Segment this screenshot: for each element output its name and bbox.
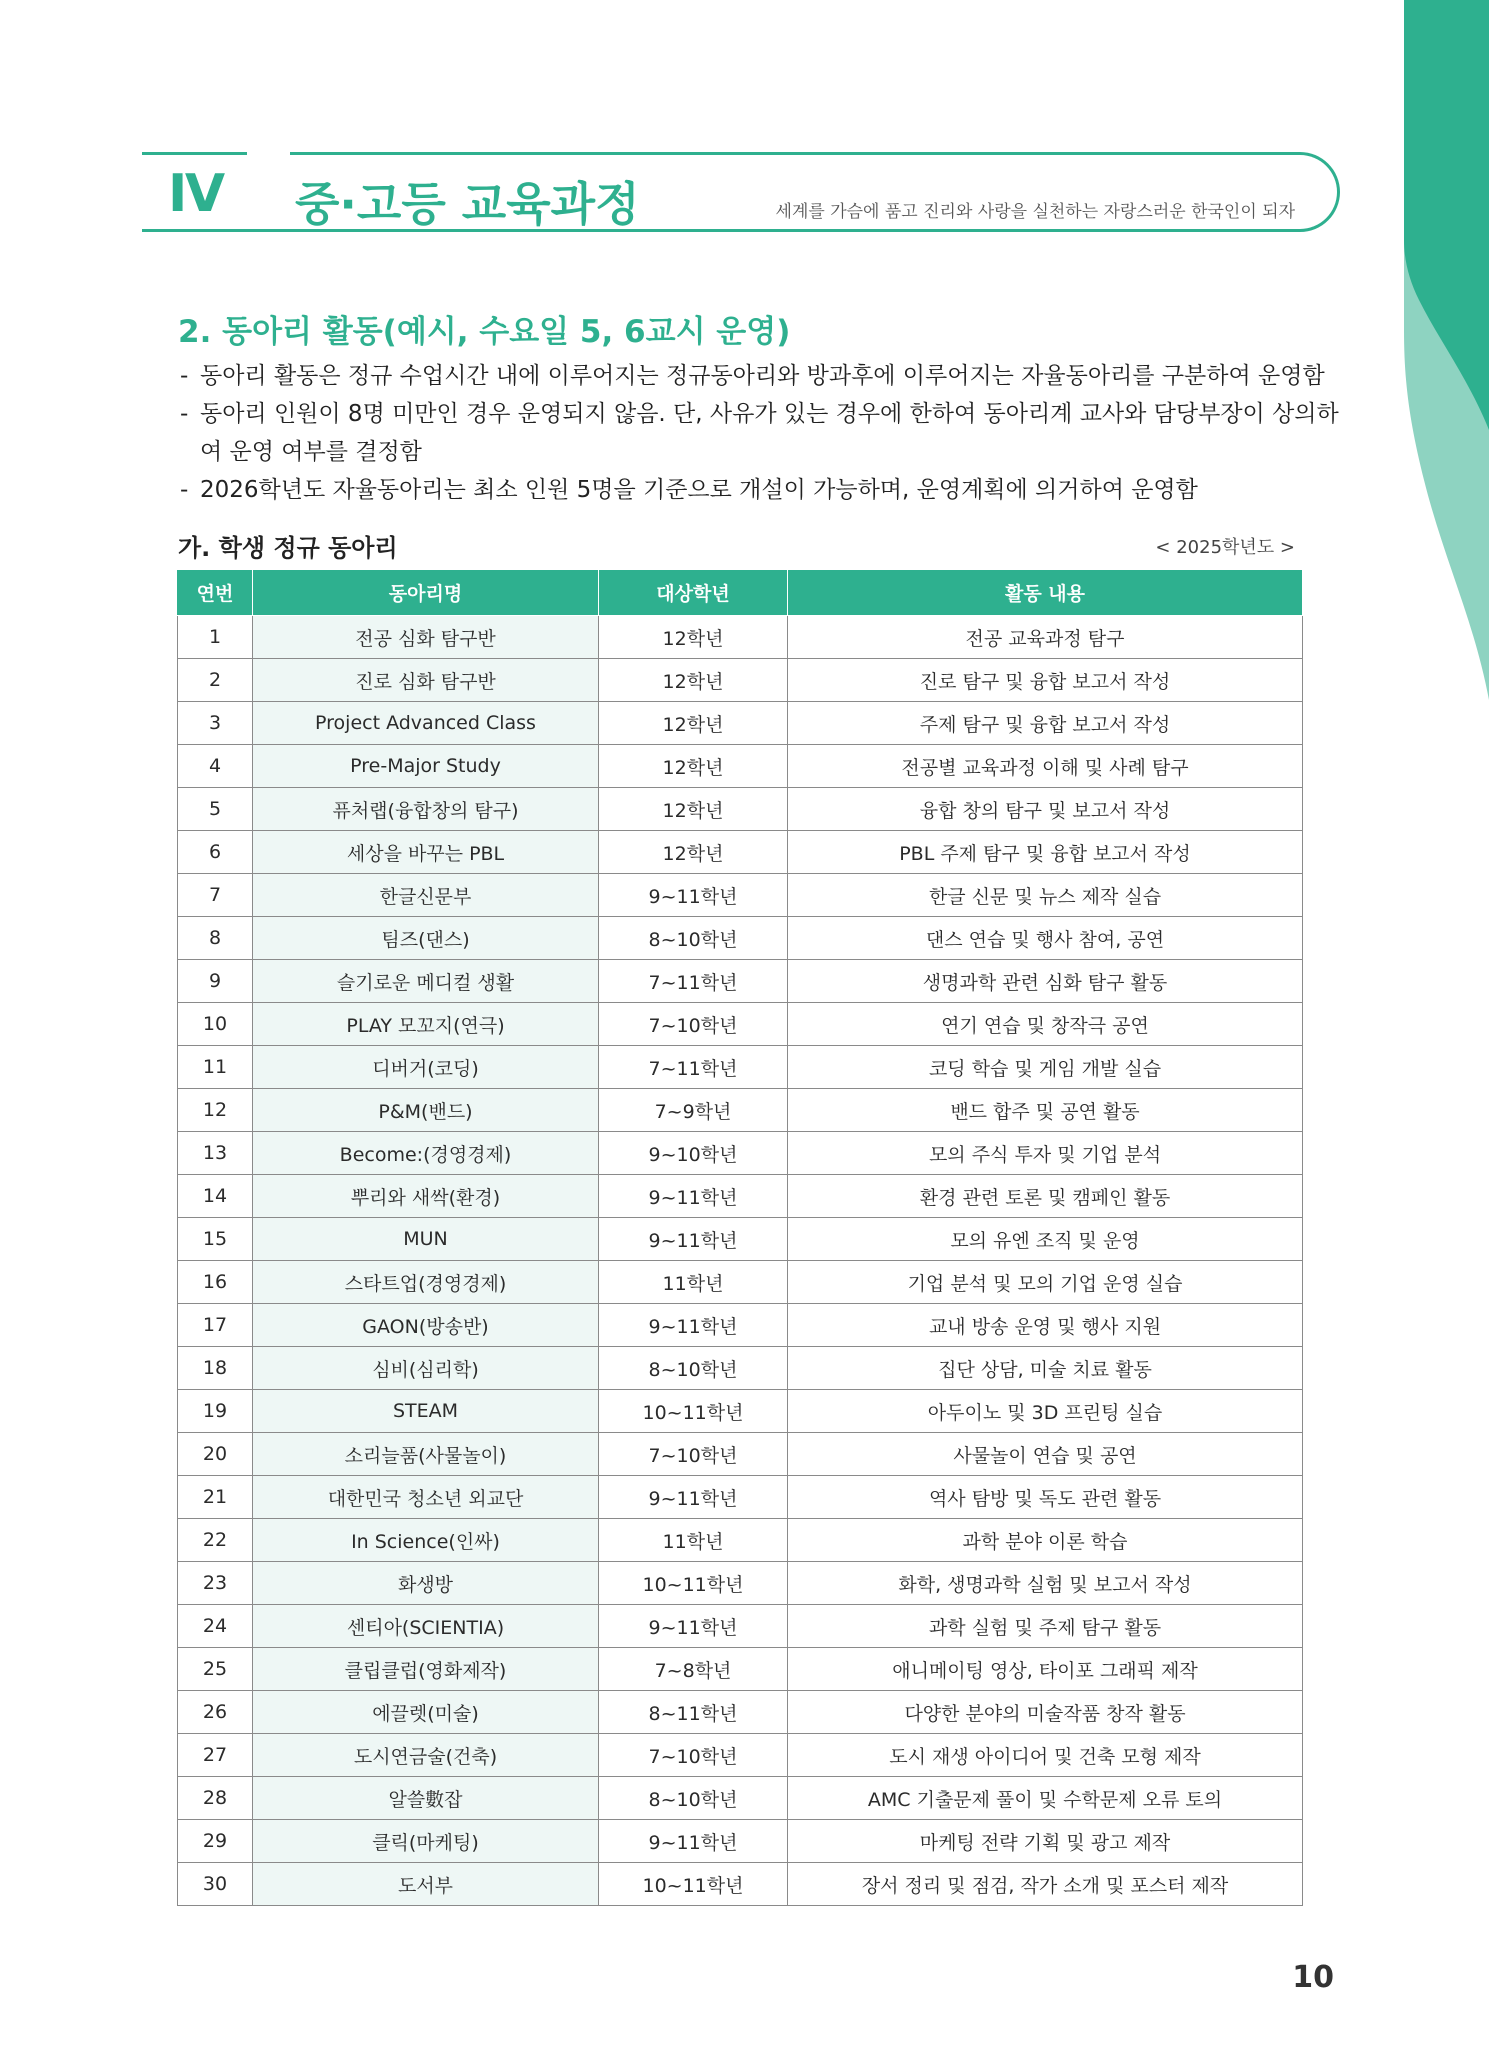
cell-activity: 한글 신문 및 뉴스 제작 실습 [788, 874, 1303, 917]
cell-grade: 9~11학년 [599, 1820, 788, 1863]
cell-club-name: 팀즈(댄스) [253, 917, 599, 960]
cell-number: 29 [178, 1820, 253, 1863]
cell-club-name: 퓨처랩(융합창의 탐구) [253, 788, 599, 831]
chapter-title: 중·고등 교육과정 [295, 177, 640, 231]
bullet-text: 동아리 인원이 8명 미만인 경우 운영되지 않음. 단, 사유가 있는 경우에 한하여 동아리계 교사와 담당부장이 상의하여 운영 여부를 결정함 [200, 401, 1339, 465]
table-row [178, 1691, 1303, 1734]
cell-number: 10 [178, 1003, 253, 1046]
table-row [178, 1218, 1303, 1261]
table-row [178, 1519, 1303, 1562]
cell-club-name: In Science(인싸) [253, 1519, 599, 1562]
table-row [178, 1648, 1303, 1691]
table-row [178, 1003, 1303, 1046]
page-number: 10 [1292, 1960, 1334, 1995]
cell-grade: 12학년 [599, 745, 788, 788]
cell-number: 9 [178, 960, 253, 1003]
table-row [178, 1777, 1303, 1820]
table-row [178, 1132, 1303, 1175]
club-table [177, 569, 1303, 1906]
table-row [178, 1562, 1303, 1605]
bullet-text: 동아리 활동은 정규 수업시간 내에 이루어지는 정규동아리와 방과후에 이루어지는 자율동아리를 구분하여 운영함 [200, 363, 1325, 389]
cell-number: 4 [178, 745, 253, 788]
cell-grade: 7~11학년 [599, 1046, 788, 1089]
table-row [178, 659, 1303, 702]
table-row [178, 1347, 1303, 1390]
cell-number: 24 [178, 1605, 253, 1648]
cell-activity: 과학 실험 및 주제 탐구 활동 [788, 1605, 1303, 1648]
cell-activity: 연기 연습 및 창작극 공연 [788, 1003, 1303, 1046]
cell-number: 8 [178, 917, 253, 960]
table-row [178, 1175, 1303, 1218]
cell-number: 15 [178, 1218, 253, 1261]
table-row [178, 960, 1303, 1003]
cell-club-name: 슬기로운 메디컬 생활 [253, 960, 599, 1003]
table-row [178, 616, 1303, 659]
table-row [178, 1820, 1303, 1863]
col-header-grade: 대상학년 [599, 570, 788, 616]
cell-number: 21 [178, 1476, 253, 1519]
school-motto: 세계를 가슴에 품고 진리와 사랑을 실천하는 자랑스러운 한국인이 되자 [775, 202, 1295, 222]
cell-grade: 8~10학년 [599, 917, 788, 960]
table-row [178, 874, 1303, 917]
cell-number: 13 [178, 1132, 253, 1175]
cell-grade: 12학년 [599, 702, 788, 745]
cell-activity: 댄스 연습 및 행사 참여, 공연 [788, 917, 1303, 960]
cell-activity: 교내 방송 운영 및 행사 지원 [788, 1304, 1303, 1347]
cell-number: 22 [178, 1519, 253, 1562]
cell-grade: 12학년 [599, 659, 788, 702]
cell-grade: 9~11학년 [599, 1304, 788, 1347]
cell-number: 28 [178, 1777, 253, 1820]
cell-activity: 코딩 학습 및 게임 개발 실습 [788, 1046, 1303, 1089]
cell-activity: 환경 관련 토론 및 캠페인 활동 [788, 1175, 1303, 1218]
cell-club-name: 스타트업(경영경제) [253, 1261, 599, 1304]
cell-activity: 생명과학 관련 심화 탐구 활동 [788, 960, 1303, 1003]
cell-activity: 애니메이팅 영상, 타이포 그래픽 제작 [788, 1648, 1303, 1691]
cell-grade: 11학년 [599, 1519, 788, 1562]
cell-grade: 7~10학년 [599, 1734, 788, 1777]
table-row [178, 1304, 1303, 1347]
cell-number: 30 [178, 1863, 253, 1906]
cell-club-name: 대한민국 청소년 외교단 [253, 1476, 599, 1519]
cell-activity: 장서 정리 및 점검, 작가 소개 및 포스터 제작 [788, 1863, 1303, 1906]
cell-activity: 전공 교육과정 탐구 [788, 616, 1303, 659]
cell-activity: 다양한 분야의 미술작품 창작 활동 [788, 1691, 1303, 1734]
cell-activity: PBL 주제 탐구 및 융합 보고서 작성 [788, 831, 1303, 874]
bullet-text: 2026학년도 자율동아리는 최소 인원 5명을 기준으로 개설이 가능하며, 운영계획에 의거하여 운영함 [200, 477, 1198, 503]
bullet-mark: - [180, 401, 189, 427]
cell-activity: 기업 분석 및 모의 기업 운영 실습 [788, 1261, 1303, 1304]
table-row [178, 1261, 1303, 1304]
cell-grade: 7~11학년 [599, 960, 788, 1003]
cell-grade: 8~10학년 [599, 1347, 788, 1390]
col-header-club-name: 동아리명 [253, 570, 599, 616]
cell-club-name: 진로 심화 탐구반 [253, 659, 599, 702]
bullet-item [180, 357, 1340, 395]
cell-number: 20 [178, 1433, 253, 1476]
cell-club-name: PLAY 모꼬지(연극) [253, 1003, 599, 1046]
cell-club-name: P&M(밴드) [253, 1089, 599, 1132]
table-row [178, 788, 1303, 831]
cell-number: 26 [178, 1691, 253, 1734]
cell-club-name: 에끌렛(미술) [253, 1691, 599, 1734]
cell-activity: 사물놀이 연습 및 공연 [788, 1433, 1303, 1476]
bullet-item [180, 395, 1340, 471]
cell-number: 19 [178, 1390, 253, 1433]
cell-number: 14 [178, 1175, 253, 1218]
cell-grade: 10~11학년 [599, 1863, 788, 1906]
cell-club-name: 화생방 [253, 1562, 599, 1605]
cell-club-name: 디버거(코딩) [253, 1046, 599, 1089]
cell-grade: 8~10학년 [599, 1777, 788, 1820]
cell-number: 5 [178, 788, 253, 831]
bullet-list [180, 357, 1340, 509]
table-row [178, 831, 1303, 874]
cell-number: 2 [178, 659, 253, 702]
cell-grade: 9~11학년 [599, 874, 788, 917]
cell-club-name: Become:(경영경제) [253, 1132, 599, 1175]
cell-club-name: 세상을 바꾸는 PBL [253, 831, 599, 874]
cell-number: 6 [178, 831, 253, 874]
bullet-mark: - [180, 363, 189, 389]
table-row [178, 1734, 1303, 1777]
table-row [178, 1089, 1303, 1132]
cell-club-name: 알쓸數잡 [253, 1777, 599, 1820]
cell-activity: 융합 창의 탐구 및 보고서 작성 [788, 788, 1303, 831]
table-row [178, 1046, 1303, 1089]
cell-number: 11 [178, 1046, 253, 1089]
cell-club-name: 센티아(SCIENTIA) [253, 1605, 599, 1648]
bullet-mark: - [180, 477, 189, 503]
cell-grade: 10~11학년 [599, 1390, 788, 1433]
col-header-activity: 활동 내용 [788, 570, 1303, 616]
table-row [178, 1476, 1303, 1519]
cell-club-name: 소리늘품(사물놀이) [253, 1433, 599, 1476]
cell-club-name: GAON(방송반) [253, 1304, 599, 1347]
cell-club-name: 전공 심화 탐구반 [253, 616, 599, 659]
cell-club-name: Project Advanced Class [253, 702, 599, 745]
table-row [178, 1863, 1303, 1906]
cell-activity: 밴드 합주 및 공연 활동 [788, 1089, 1303, 1132]
cell-activity: 모의 유엔 조직 및 운영 [788, 1218, 1303, 1261]
cell-grade: 11학년 [599, 1261, 788, 1304]
cell-number: 3 [178, 702, 253, 745]
cell-grade: 7~9학년 [599, 1089, 788, 1132]
cell-club-name: 심비(심리학) [253, 1347, 599, 1390]
table-row [178, 702, 1303, 745]
cell-grade: 12학년 [599, 788, 788, 831]
cell-activity: 역사 탐방 및 독도 관련 활동 [788, 1476, 1303, 1519]
cell-club-name: Pre-Major Study [253, 745, 599, 788]
cell-number: 23 [178, 1562, 253, 1605]
table-body [178, 616, 1303, 1906]
cell-number: 18 [178, 1347, 253, 1390]
table-row [178, 1390, 1303, 1433]
cell-number: 27 [178, 1734, 253, 1777]
table-row [178, 1605, 1303, 1648]
cell-grade: 9~11학년 [599, 1476, 788, 1519]
cell-club-name: 클립클럽(영화제작) [253, 1648, 599, 1691]
cell-grade: 10~11학년 [599, 1562, 788, 1605]
table-header-row [178, 570, 1303, 616]
cell-grade: 12학년 [599, 831, 788, 874]
cell-grade: 9~11학년 [599, 1218, 788, 1261]
cell-grade: 9~10학년 [599, 1132, 788, 1175]
chapter-number: Ⅳ [168, 164, 228, 224]
cell-activity: 화학, 생명과학 실험 및 보고서 작성 [788, 1562, 1303, 1605]
cell-activity: 과학 분야 이론 학습 [788, 1519, 1303, 1562]
cell-club-name: 도시연금술(건축) [253, 1734, 599, 1777]
cell-number: 1 [178, 616, 253, 659]
col-header-number: 연번 [178, 570, 253, 616]
cell-grade: 7~10학년 [599, 1433, 788, 1476]
bullet-item [180, 471, 1340, 509]
cell-club-name: 뿌리와 새싹(환경) [253, 1175, 599, 1218]
cell-activity: 마케팅 전략 기획 및 광고 제작 [788, 1820, 1303, 1863]
cell-number: 16 [178, 1261, 253, 1304]
cell-grade: 8~11학년 [599, 1691, 788, 1734]
header-rule-top [142, 152, 247, 155]
cell-club-name: 한글신문부 [253, 874, 599, 917]
cell-club-name: 클릭(마케팅) [253, 1820, 599, 1863]
cell-activity: 전공별 교육과정 이해 및 사례 탐구 [788, 745, 1303, 788]
table-row [178, 1433, 1303, 1476]
decorative-band [1404, 0, 1489, 700]
section-title: 2. 동아리 활동(예시, 수요일 5, 6교시 운영) [178, 314, 791, 350]
cell-activity: 진로 탐구 및 융합 보고서 작성 [788, 659, 1303, 702]
cell-grade: 7~8학년 [599, 1648, 788, 1691]
cell-activity: AMC 기출문제 풀이 및 수학문제 오류 토의 [788, 1777, 1303, 1820]
cell-number: 12 [178, 1089, 253, 1132]
cell-club-name: MUN [253, 1218, 599, 1261]
cell-grade: 9~11학년 [599, 1605, 788, 1648]
cell-club-name: 도서부 [253, 1863, 599, 1906]
cell-grade: 7~10학년 [599, 1003, 788, 1046]
cell-activity: 아두이노 및 3D 프린팅 실습 [788, 1390, 1303, 1433]
cell-activity: 주제 탐구 및 융합 보고서 작성 [788, 702, 1303, 745]
table-row [178, 917, 1303, 960]
subsection-title: 가. 학생 정규 동아리 [178, 534, 398, 562]
cell-number: 7 [178, 874, 253, 917]
cell-activity: 도시 재생 아이디어 및 건축 모형 제작 [788, 1734, 1303, 1777]
cell-grade: 9~11학년 [599, 1175, 788, 1218]
table-row [178, 745, 1303, 788]
header-rule-bottom [142, 229, 292, 232]
cell-grade: 12학년 [599, 616, 788, 659]
cell-number: 25 [178, 1648, 253, 1691]
cell-club-name: STEAM [253, 1390, 599, 1433]
cell-activity: 집단 상담, 미술 치료 활동 [788, 1347, 1303, 1390]
cell-activity: 모의 주식 투자 및 기업 분석 [788, 1132, 1303, 1175]
cell-number: 17 [178, 1304, 253, 1347]
year-note: < 2025학년도 > [1155, 537, 1295, 558]
